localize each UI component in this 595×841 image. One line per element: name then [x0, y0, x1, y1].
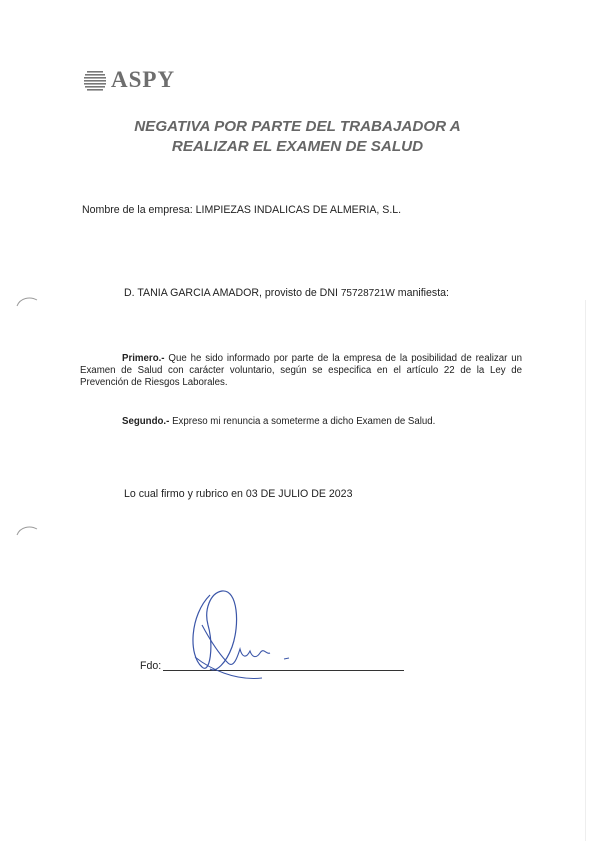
- handwritten-signature: [180, 585, 290, 685]
- clause-second-text: Expreso mi renuncia a someterme a dicho Examen de Salud.: [172, 416, 436, 427]
- clause-first: [80, 353, 522, 389]
- company-line: [82, 204, 401, 216]
- clause-second-label: Segundo.-: [122, 416, 170, 427]
- title-line-1: NEGATIVA POR PARTE DEL TRABAJADOR A: [134, 118, 461, 135]
- scan-artifact-mark: [16, 295, 38, 307]
- declarant-line: [124, 287, 449, 299]
- scan-edge-line: [585, 300, 586, 841]
- declarant-name: D. TANIA GARCIA AMADOR,: [124, 287, 262, 299]
- scan-artifact-mark: [16, 524, 38, 536]
- closing-statement: Lo cual firmo y rubrico en 03 DE JULIO DE 2023: [124, 488, 353, 500]
- declarant-verb: manifiesta:: [397, 287, 449, 299]
- aspy-logo: [84, 66, 175, 94]
- document-title: [60, 117, 535, 157]
- clause-first-text: Que he sido informado por parte de la empresa de la posibilidad de realizar un Examen de Salud con carácter voluntario, según se especifica en el artículo 22 de la Ley de Prevención de Riesgos Laborales.: [80, 353, 522, 388]
- company-label: Nombre de la empresa:: [82, 204, 193, 216]
- stacked-lines-logo-icon: [84, 69, 106, 91]
- dni-label: provisto de DNI: [264, 287, 338, 299]
- logo-text: ASPY: [111, 67, 176, 92]
- dni-value: 75728721W: [340, 288, 395, 299]
- company-name: LIMPIEZAS INDALICAS DE ALMERIA, S.L.: [195, 204, 402, 216]
- signature-label: Fdo:: [140, 660, 162, 672]
- clause-first-label: Primero.-: [122, 353, 165, 364]
- title-line-2: REALIZAR EL EXAMEN DE SALUD: [171, 138, 424, 155]
- clause-second: [122, 416, 564, 428]
